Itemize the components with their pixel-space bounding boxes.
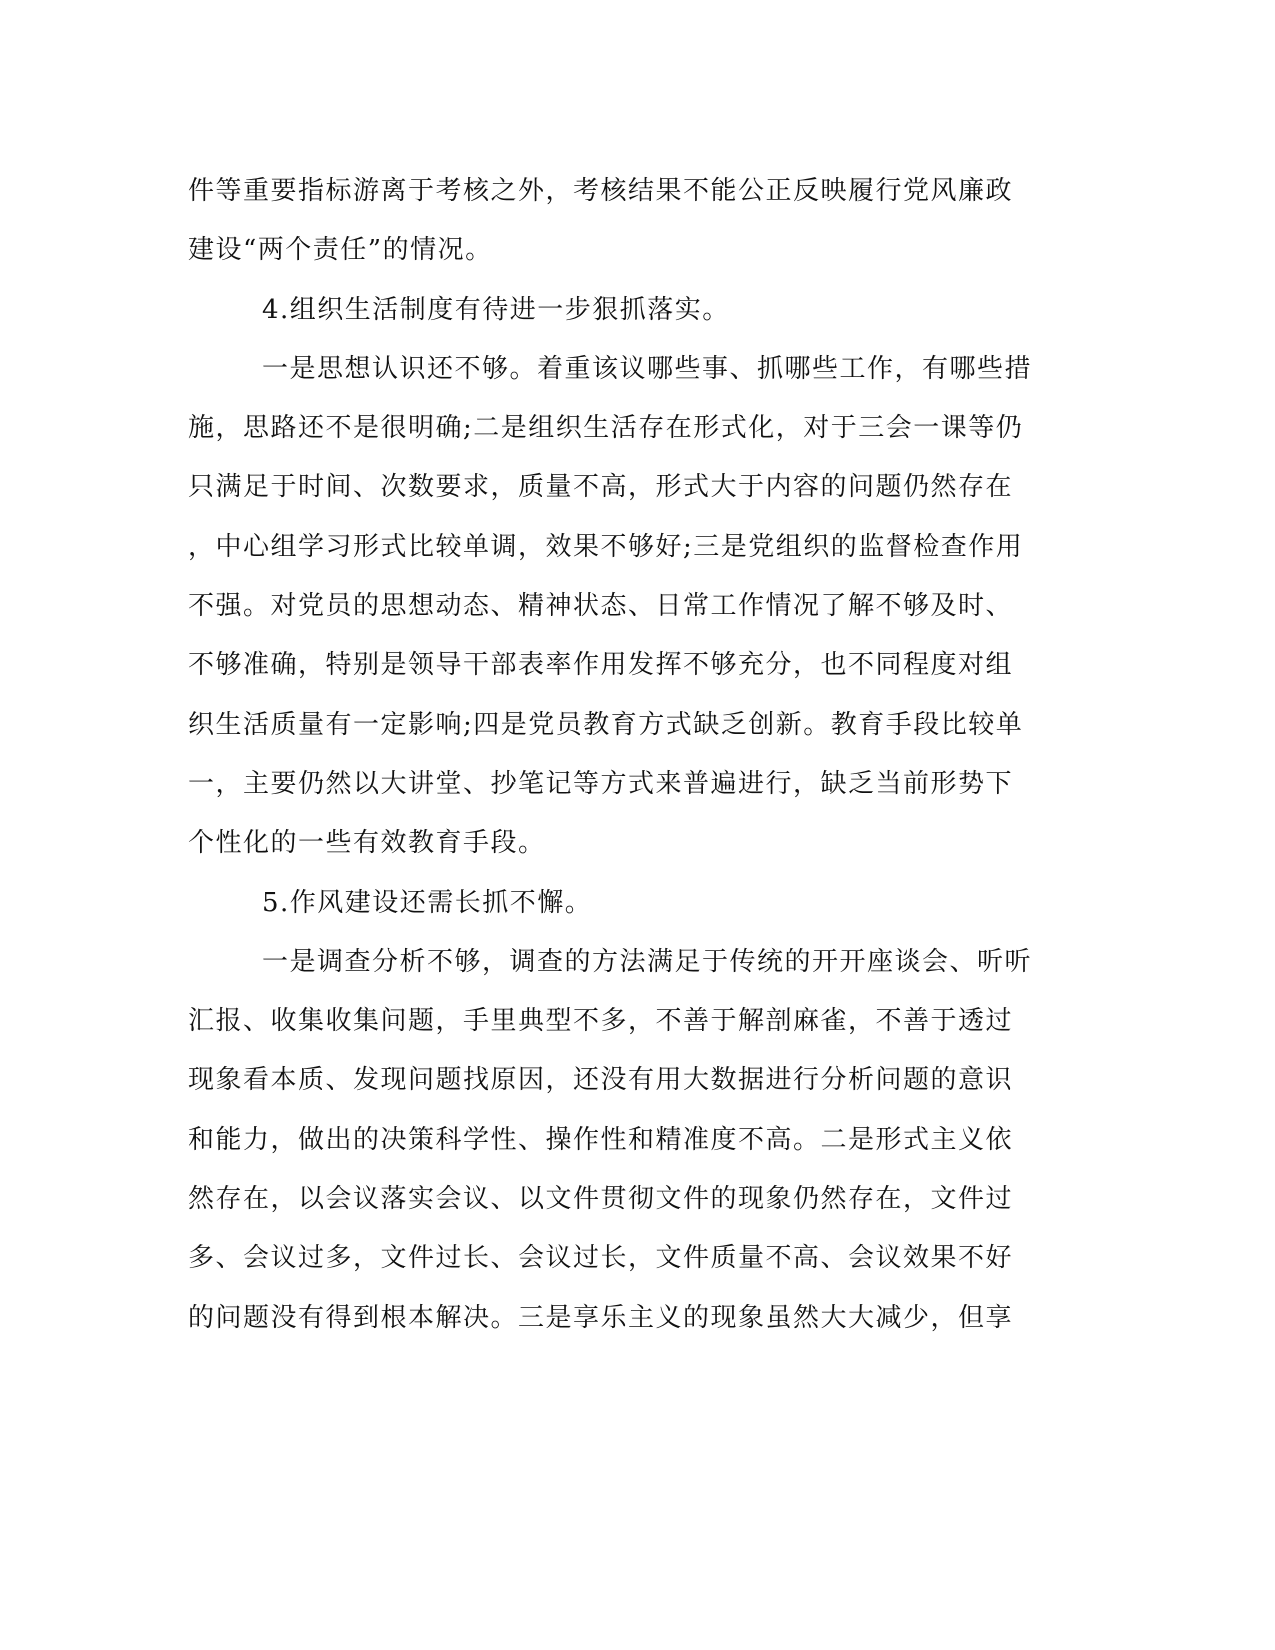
text-line: 现象看本质、发现问题找原因，还没有用大数据进行分析问题的意识 [188, 1065, 1014, 1096]
text-line: 一是思想认识还不够。着重该议哪些事、抓哪些工作，有哪些措 [262, 353, 1033, 384]
text-line: 只满足于时间、次数要求，质量不高，形式大于内容的问题仍然存在 [188, 472, 1014, 503]
text-line: ，中心组学习形式比较单调，效果不够好;三是党组织的监督检查作用 [188, 531, 1024, 562]
text-line: 多、会议过多，文件过长、会议过长，文件质量不高、会议效果不好 [188, 1243, 1014, 1274]
text-line: 汇报、收集收集问题，手里典型不多，不善于解剖麻雀，不善于透过 [188, 1006, 1014, 1037]
text-line: 建设“两个责任”的情况。 [188, 235, 493, 266]
text-line: 施，思路还不是很明确;二是组织生活存在形式化，对于三会一课等仍 [188, 413, 1024, 444]
text-line: 一，主要仍然以大讲堂、抄笔记等方式来普遍进行，缺乏当前形势下 [188, 768, 1014, 799]
text-line: 一是调查分析不够，调查的方法满足于传统的开开座谈会、听听 [262, 946, 1033, 977]
text-line: 不强。对党员的思想动态、精神状态、日常工作情况了解不够及时、 [188, 591, 1014, 622]
text-line: 和能力，做出的决策科学性、操作性和精准度不高。二是形式主义依 [188, 1124, 1014, 1155]
text-line: 不够准确，特别是领导干部表率作用发挥不够充分，也不同程度对组 [188, 650, 1014, 681]
document-body [188, 162, 1078, 1348]
text-line: 个性化的一些有效教育手段。 [188, 828, 546, 859]
text-line: 然存在，以会议落实会议、以文件贯彻文件的现象仍然存在，文件过 [188, 1184, 1014, 1215]
text-line: 织生活质量有一定影响;四是党员教育方式缺乏创新。教育手段比较单 [188, 709, 1024, 740]
section-heading: 4.组织生活制度有待进一步狠抓落实。 [262, 294, 730, 325]
section-heading: 5.作风建设还需长抓不懈。 [262, 887, 593, 918]
text-line: 件等重要指标游离于考核之外，考核结果不能公正反映履行党风廉政 [188, 176, 1014, 206]
text-line: 的问题没有得到根本解决。三是享乐主义的现象虽然大大减少，但享 [188, 1302, 1014, 1333]
